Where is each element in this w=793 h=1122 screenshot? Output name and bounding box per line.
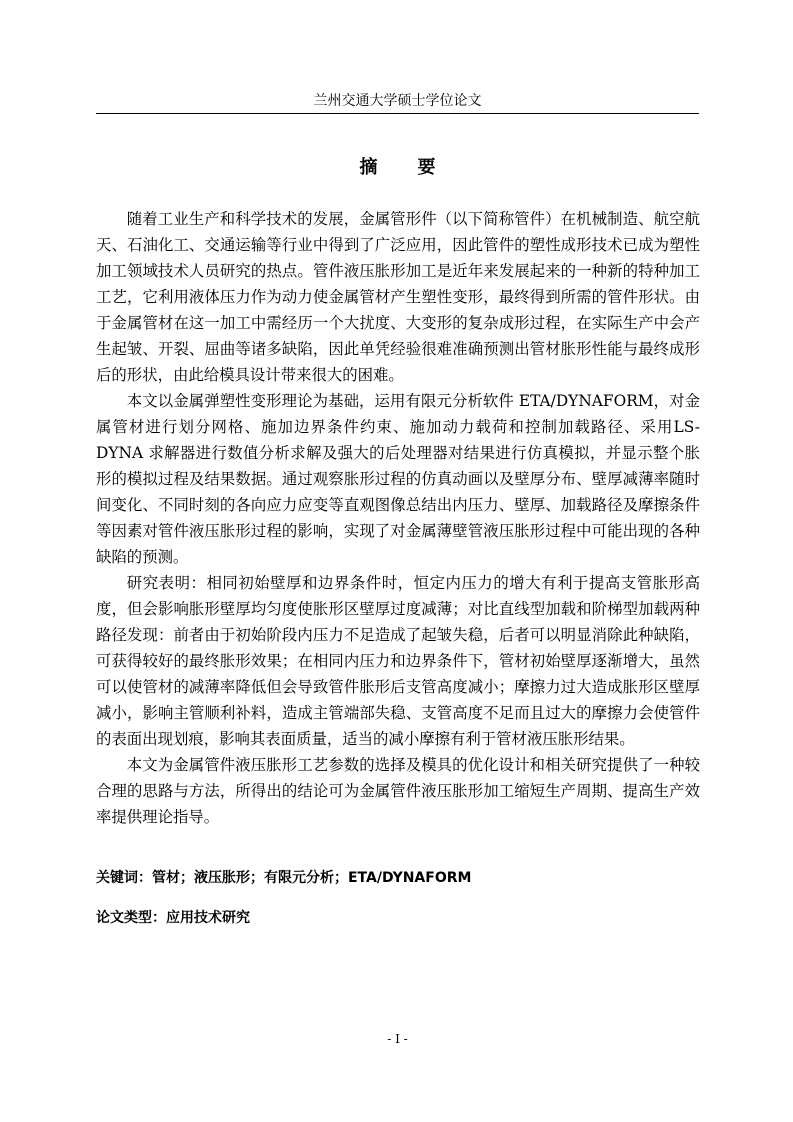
abstract-title: 摘要 bbox=[359, 157, 476, 178]
abstract-paragraph-2: 本文以金属弹塑性变形理论为基础，运用有限元分析软件 ETA/DYNAFORM，对金属管材进行划分网格、施加边界条件约束、施加动力载荷和控制加载路径、采用LS-DYNA 求解器进行数值分析求解及强大的后处理器对结果进行仿真模拟，并显示整个胀形的模拟过程及结果数据。通过观察胀形过程的仿真动画以及壁厚分布、壁厚减薄率随时间变化、不同时刻的各向应力应变等直观图像总结出内压力、壁厚、加载路径及摩擦条件等因素对管件液压胀形过程的影响，实现了对金属薄壁管液压胀形过程中可能出现的各种缺陷的预测。 bbox=[96, 392, 700, 566]
page-number: - I - bbox=[387, 1032, 408, 1046]
abstract-paragraph-3: 研究表明：相同初始壁厚和边界条件时，恒定内压力的增大有利于提高支管胀形高度，但会影响胀形壁厚均匀度使胀形区壁厚过度减薄；对比直线型加载和阶梯型加载两种路径发现：前者由于初始阶段内压力不足造成了起皱失稳，后者可以明显消除此种缺陷，可获得较好的最终胀形效果；在相同内压力和边界条件下，管材初始壁厚逐渐增大，虽然可以使管材的减薄率降低但会导致管件胀形后支管高度减小；摩擦力过大造成胀形区壁厚减小，影响主管顺利补料，造成主管端部失稳、支管高度不足而且过大的摩擦力会使管件的表面出现划痕，影响其表面质量，适当的减小摩擦有利于管材液压胀形结果。 bbox=[96, 574, 700, 748]
abstract-paragraph-1: 随着工业生产和科学技术的发展，金属管形件（以下简称管件）在机械制造、航空航天、石油化工、交通运输等行业中得到了广泛应用，因此管件的塑性成形技术已成为塑性加工领域技术人员研究的热点。管件液压胀形加工是近年来发展起来的一种新的特种加工工艺，它利用液体压力作为动力使金属管材产生塑性变形，最终得到所需的管件形状。由于金属管材在这一加工中需经历一个大扰度、大变形的复杂成形过程，在实际生产中会产生起皱、开裂、屈曲等诸多缺陷，因此单凭经验很难准确预测出管材胀形性能与最终成形后的形状，由此给模具设计带来很大的困难。 bbox=[96, 210, 700, 384]
keywords-line: 关键词：管材；液压胀形；有限元分析；ETA/DYNAFORM bbox=[96, 870, 472, 886]
abstract-paragraph-4: 本文为金属管件液压胀形工艺参数的选择及模具的优化设计和相关研究提供了一种较合理的思路与方法，所得出的结论可为金属管件液压胀形加工缩短生产周期、提高生产效率提供理论指导。 bbox=[96, 756, 700, 826]
header-divider bbox=[96, 113, 699, 114]
abstract-body bbox=[96, 206, 700, 830]
paper-type-line: 论文类型：应用技术研究 bbox=[96, 910, 250, 926]
running-header: 兰州交通大学硕士学位论文 bbox=[313, 93, 482, 109]
